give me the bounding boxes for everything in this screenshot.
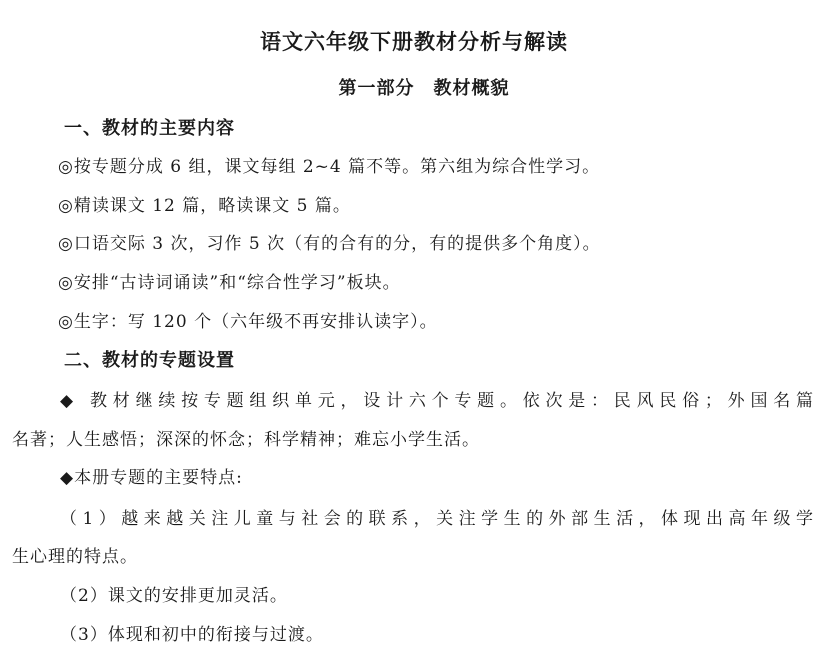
list-item: ◎口语交际 3 次，习作 5 次（有的合有的分，有的提供多个角度）。 [58,234,601,254]
section-heading-main-content: 一、教材的主要内容 [64,118,235,139]
section-heading-topic-settings: 二、教材的专题设置 [64,350,235,371]
paragraph-line: 生心理的特点。 [12,547,138,567]
list-item: ◎安排“古诗词诵读”和“综合性学习”板块。 [58,273,401,293]
document-subtitle: 第一部分 教材概貌 [338,78,510,99]
paragraph-line: （3）体现和初中的衔接与过渡。 [60,625,324,645]
document-title: 语文六年级下册教材分析与解读 [260,29,568,54]
paragraph-line: ◆本册专题的主要特点: [60,468,243,488]
paragraph-line: （2）课文的安排更加灵活。 [60,586,288,606]
list-item: ◎按专题分成 6 组，课文每组 2~4 篇不等。第六组为综合性学习。 [58,157,601,177]
list-item: ◎生字：写 120 个（六年级不再安排认读字）。 [58,312,438,332]
paragraph-line: 名著；人生感悟；深深的怀念；科学精神；难忘小学生活。 [12,430,480,450]
paragraph-line: ◆ 教材继续按专题组织单元，设计六个专题。依次是：民风民俗；外国名篇 [60,391,814,411]
paragraph-line: （1）越来越关注儿童与社会的联系，关注学生的外部生活，体现出高年级学 [60,509,814,529]
list-item: ◎精读课文 12 篇，略读课文 5 篇。 [58,196,351,216]
